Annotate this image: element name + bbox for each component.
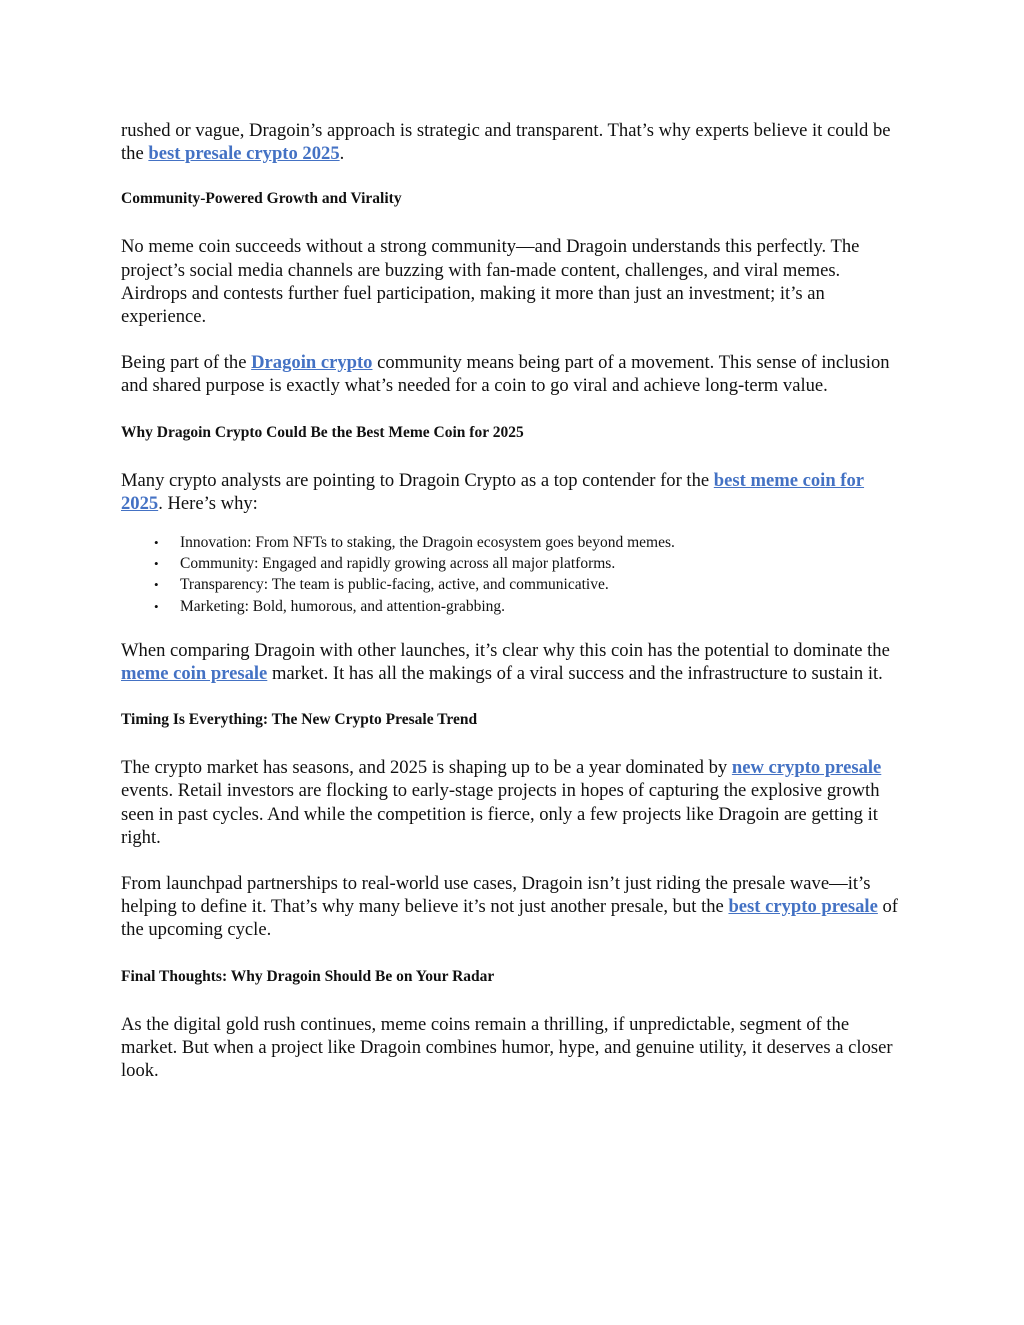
reasons-list	[121, 532, 901, 617]
paragraph-launchpad-before: From launchpad partnerships to real-world use cases, Dragoin isn’t just riding the presale wave—it’s helping to define it. That’s why many believe it’s not just another presale, but the	[121, 873, 871, 918]
paragraph-comparing	[121, 639, 901, 685]
paragraph-intro	[121, 119, 901, 165]
list-item	[121, 596, 901, 617]
paragraph-comparing-after: market. It has all the makings of a viral success and the infrastructure to sustain it.	[267, 663, 883, 685]
paragraph-movement	[121, 351, 901, 397]
list-item-text: Community: Engaged and rapidly growing across all major platforms.	[180, 555, 616, 573]
paragraph-launchpad-after: of the upcoming cycle.	[121, 896, 898, 941]
paragraph-analysts-before: Many crypto analysts are pointing to Dragoin Crypto as a top contender for the	[121, 469, 714, 491]
list-item	[121, 553, 901, 574]
list-item-text: Transparency: The team is public-facing, active, and communicative.	[180, 576, 609, 594]
paragraph-analysts	[121, 469, 901, 515]
list-item-text: Innovation: From NFTs to staking, the Dragoin ecosystem goes beyond memes.	[180, 534, 675, 552]
bullet-icon: •	[154, 535, 159, 551]
link-best-meme-coin-2025[interactable]: best meme coin for 2025	[121, 469, 865, 514]
heading-final-thoughts: Final Thoughts: Why Dragoin Should Be on Your Radar	[121, 967, 495, 985]
paragraph-analysts-after: . Here’s why:	[158, 492, 258, 514]
paragraph-launchpad	[121, 872, 901, 942]
document-page	[121, 119, 901, 1082]
paragraph-intro-text: rushed or vague, Dragoin’s approach is strategic and transparent. That’s why experts believe it could be the	[121, 120, 891, 165]
list-item	[121, 574, 901, 595]
bullet-icon: •	[154, 598, 159, 614]
link-new-crypto-presale[interactable]: new crypto presale	[731, 757, 882, 779]
paragraph-seasons	[121, 756, 901, 849]
paragraph-final: As the digital gold rush continues, meme coins remain a thrilling, if unpredictable, segment of the market. But when a project like Dragoin combines humor, hype, and genuine utility, it deserves a closer look.	[121, 1013, 893, 1082]
paragraph-seasons-before: The crypto market has seasons, and 2025 is shaping up to be a year dominated by	[121, 757, 732, 779]
heading-best-meme-coin: Why Dragoin Crypto Could Be the Best Meme Coin for 2025	[121, 423, 524, 441]
heading-timing: Timing Is Everything: The New Crypto Presale Trend	[121, 711, 478, 729]
link-meme-coin-presale[interactable]: meme coin presale	[121, 663, 268, 685]
paragraph-seasons-after: events. Retail investors are flocking to early-stage projects in hopes of capturing the explosive growth seen in past cycles. And while the competition is fierce, only a few projects like Dragoin are getting it right.	[121, 780, 880, 848]
link-best-crypto-presale[interactable]: best crypto presale	[728, 896, 878, 918]
link-dragoin-crypto[interactable]: Dragoin crypto	[251, 352, 373, 374]
paragraph-movement-after: community means being part of a movement. This sense of inclusion and shared purpose is exactly what’s needed for a coin to go viral and achieve long-term value.	[121, 352, 890, 397]
paragraph-comparing-before: When comparing Dragoin with other launches, it’s clear why this coin has the potential to dominate the	[121, 639, 890, 661]
heading-community: Community-Powered Growth and Virality	[121, 190, 402, 208]
list-item	[121, 532, 901, 553]
bullet-icon: •	[154, 556, 159, 572]
list-item-text: Marketing: Bold, humorous, and attention-grabbing.	[180, 597, 506, 615]
paragraph-movement-before: Being part of the	[121, 352, 252, 374]
paragraph-intro-after: .	[339, 143, 345, 165]
link-best-presale-crypto-2025[interactable]: best presale crypto 2025	[148, 143, 340, 165]
paragraph-community: No meme coin succeeds without a strong community—and Dragoin understands this perfectly. The project’s social media channels are buzzing with fan-made content, challenges, and viral memes. Airdrops and contests further fuel participation, making it more than just an investment; it’s an experience.	[121, 236, 860, 328]
bullet-icon: •	[154, 577, 159, 593]
